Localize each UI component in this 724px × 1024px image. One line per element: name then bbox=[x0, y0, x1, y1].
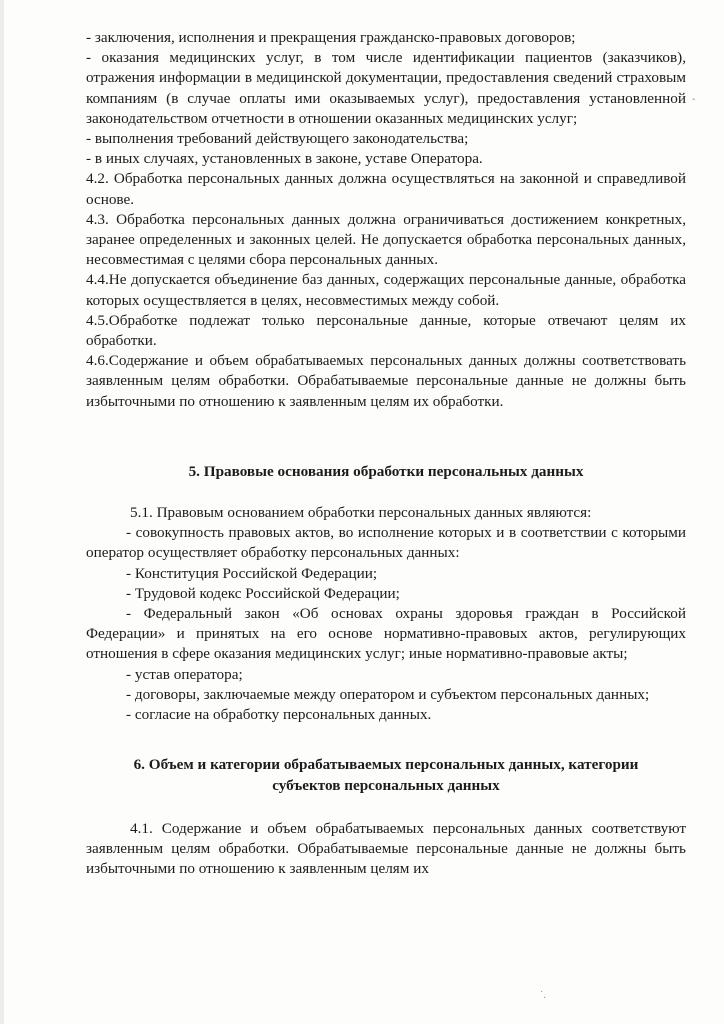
scan-edge bbox=[0, 0, 4, 1024]
list-item: - совокупность правовых актов, во исполнение которых и в соответствии с которыми оператор осуществляет обработку персональных данных: bbox=[86, 524, 686, 562]
list-item: - выполнения требований действующего законодательства; bbox=[86, 130, 469, 148]
document-page bbox=[86, 28, 686, 879]
list-item: - оказания медицинских услуг, в том числе идентификации пациентов (заказчиков), отражения информации в медицинской документации, предоставления сведений страховым компаниям (в случае оплаты ими оказываемых услуг), предоставления установленной законодательством отчетности в отношении оказанных медицинских услуг; bbox=[86, 49, 686, 127]
section-6-heading-line-2: субъектов персональных данных bbox=[272, 776, 500, 794]
clause-4-3: 4.3. Обработка персональных данных должна ограничиваться достижением конкретных, заранее определенных и законных целей. Не допускается обработка персональных данных, несовместимая с целями сбора персональных данных. bbox=[86, 210, 686, 269]
clause-4-6: 4.6.Содержание и объем обрабатываемых персональных данных должны соответствовать заявленным целям обработки. Обрабатываемые персональные данные не должны быть избыточными по отношению к заявленным целям их обработки. bbox=[86, 352, 686, 410]
list-item: - заключения, исполнения и прекращения гражданско-правовых договоров; bbox=[86, 29, 576, 46]
section-5-heading: 5. Правовые основания обработки персональных данных bbox=[188, 462, 584, 480]
list-item: - Конституция Российской Федерации; bbox=[126, 564, 378, 582]
section-6-heading-line-1: 6. Объем и категории обрабатываемых персональных данных, категории bbox=[133, 756, 639, 774]
scan-speck: ˆ bbox=[692, 98, 696, 109]
clause-4-4: 4.4.Не допускается объединение баз данных, содержащих персональные данные, обработка которых осуществляется в целях, несовместимых между собой. bbox=[86, 271, 686, 309]
list-item: - Федеральный закон «Об основах охраны здоровья граждан в Российской Федерации» и принятых на его основе нормативно-правовых актов, регулирующих отношения в сфере оказания медицинских услуг; иные нормативно-правовые акты; bbox=[86, 605, 686, 663]
scan-speck: ˙. bbox=[540, 990, 546, 1001]
list-item: - устав оператора; bbox=[126, 665, 243, 683]
clause-6-4-1: 4.1. Содержание и объем обрабатываемых персональных данных соответствуют заявленным целям обработки. Обрабатываемые персональные данные не должны быть избыточными по отношению к заявленным целям их bbox=[86, 819, 686, 878]
clause-4-2: 4.2. Обработка персональных данных должна осуществляться на законной и справедливой основе. bbox=[86, 170, 686, 208]
list-item: - Трудовой кодекс Российской Федерации; bbox=[126, 584, 400, 602]
list-item: - договоры, заключаемые между оператором и субъектом персональных данных; bbox=[126, 685, 650, 703]
list-item: - согласие на обработку персональных данных. bbox=[126, 706, 432, 724]
clause-4-5: 4.5.Обработке подлежат только персональные данные, которые отвечают целям их обработки. bbox=[86, 311, 686, 350]
section-6-heading bbox=[86, 755, 686, 795]
clause-5-1: 5.1. Правовым основанием обработки персональных данных являются: bbox=[130, 504, 592, 522]
list-item: - в иных случаях, установленных в законе, уставе Оператора. bbox=[86, 150, 483, 168]
